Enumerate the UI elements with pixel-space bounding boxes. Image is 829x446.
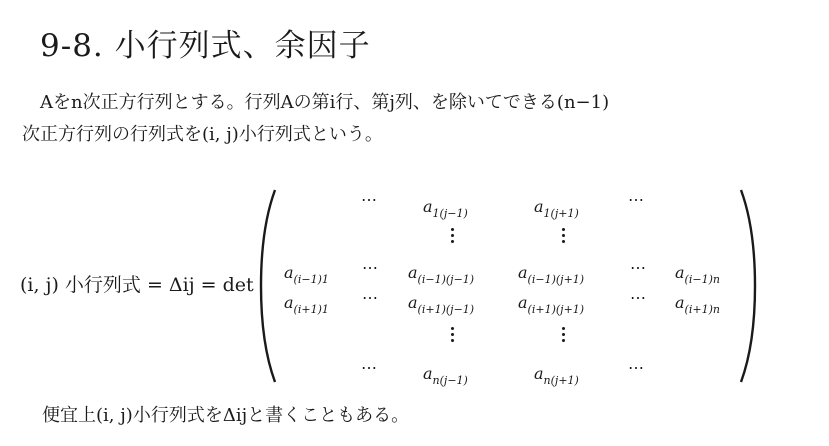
hdots: ⋯ (628, 358, 644, 377)
entry-subscript: (i−1)1 (293, 273, 329, 286)
entry-subscript: (i+1)(j−1) (417, 303, 475, 316)
vdots (562, 228, 566, 246)
entry-subscript: n(j+1) (543, 374, 579, 387)
matrix-entry: $a_{1(j+1)}$ (534, 197, 579, 220)
vdots (451, 228, 455, 246)
left-parenthesis (258, 188, 278, 384)
matrix-entry: $a_{(i-1)1}$ (284, 263, 329, 286)
entry-subscript: n(j−1) (432, 374, 468, 387)
paragraph-line-2: 次正方行列の行列式を(i, j)小行列式という。 (22, 124, 383, 145)
hdots: ⋯ (362, 288, 378, 307)
vdots (451, 327, 455, 345)
matrix-entry: $a_{1(j-1)}$ (423, 197, 468, 220)
entry-subscript: (i+1)n (684, 303, 720, 316)
definition-paragraph (22, 87, 812, 151)
paragraph-line-1: Aをn次正方行列とする。行列Aの第i行、第j列、を除いてできる(n−1) (40, 92, 610, 113)
hdots: ⋯ (630, 258, 646, 277)
matrix-entry: $a_{(i+1)(j+1)}$ (518, 293, 585, 316)
hdots: ⋯ (362, 258, 378, 277)
entry-subscript: (i+1)1 (293, 303, 329, 316)
entry-subscript: (i−1)(j+1) (527, 273, 585, 286)
section-title: 9-8. 小行列式、余因子 (40, 28, 371, 64)
hdots: ⋯ (361, 190, 377, 209)
matrix-entry: $a_{(i-1)(j+1)}$ (518, 263, 585, 286)
footer-note: 便宜上(i, j)小行列式をΔijと書くこともある。 (42, 405, 410, 426)
matrix-entry: $a_{(i+1)n}$ (675, 293, 720, 316)
entry-subscript: 1(j+1) (543, 207, 579, 220)
matrix-entry: $a_{(i-1)n}$ (675, 263, 720, 286)
entry-subscript: (i−1)n (684, 273, 720, 286)
matrix-entry: $a_{(i+1)1}$ (284, 293, 329, 316)
hdots: ⋯ (630, 288, 646, 307)
hdots: ⋯ (361, 358, 377, 377)
matrix-entry: $a_{n(j-1)}$ (423, 364, 468, 387)
entry-subscript: (i−1)(j−1) (417, 273, 475, 286)
equation-lhs: (i, j) 小行列式 = Δij = det (20, 274, 254, 296)
entry-subscript: 1(j−1) (432, 207, 468, 220)
hdots: ⋯ (628, 190, 644, 209)
matrix-entry: $a_{(i-1)(j-1)}$ (408, 263, 475, 286)
matrix-entry: $a_{n(j+1)}$ (534, 364, 579, 387)
entry-subscript: (i+1)(j+1) (527, 303, 585, 316)
vdots (562, 327, 566, 345)
right-parenthesis (738, 188, 758, 384)
matrix-entry: $a_{(i+1)(j-1)}$ (408, 293, 475, 316)
